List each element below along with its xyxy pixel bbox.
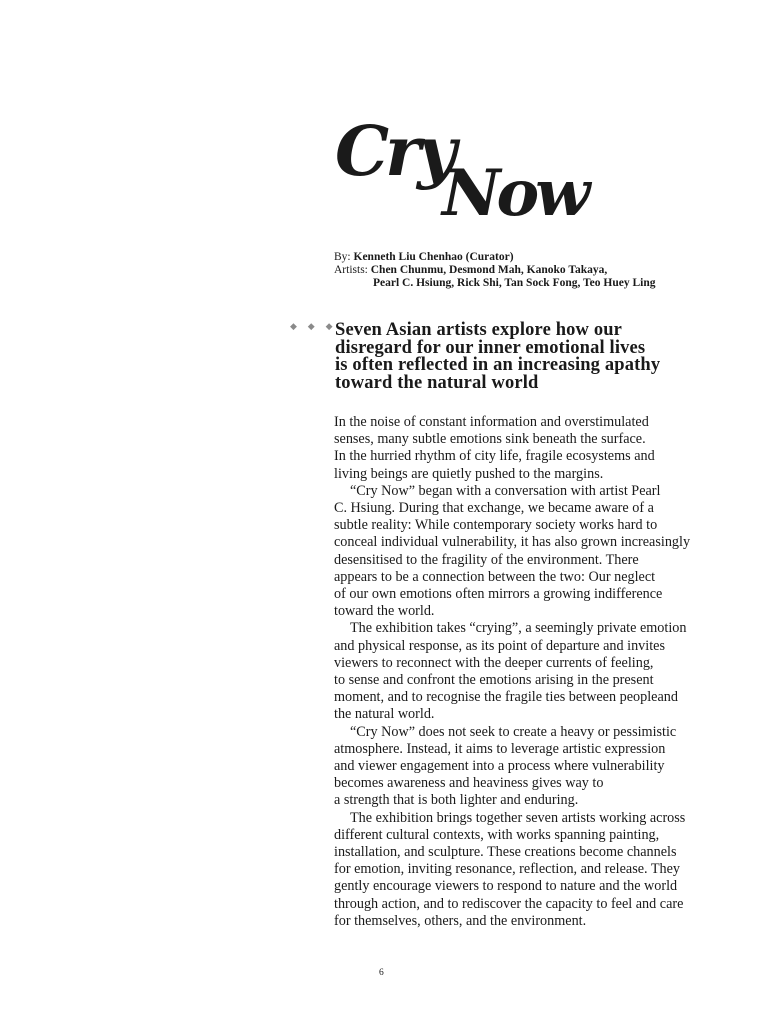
- body-line: “Cry Now” does not seek to create a heavy or pessimistic: [350, 723, 677, 740]
- body-line: becomes awareness and heaviness gives way to: [334, 775, 604, 792]
- body-line: a strength that is both lighter and enduring.: [334, 792, 579, 809]
- body-line: The exhibition brings together seven artists working across: [350, 809, 686, 826]
- body-line: The exhibition takes “crying”, a seemingly private emotion: [350, 620, 687, 637]
- title-word-cry: Cry: [335, 112, 453, 192]
- body-line: of our own emotions often mirrors a growing indifference: [334, 586, 663, 603]
- artists-label: Artists:: [334, 264, 368, 276]
- subtitle-line: toward the natural world: [335, 373, 539, 394]
- body-line: moment, and to recognise the fragile ties between peopleand: [334, 689, 678, 706]
- subtitle-line: disregard for our inner emotional lives: [335, 337, 646, 358]
- by-label: By:: [334, 251, 351, 263]
- body-line: through action, and to rediscover the capacity to feel and care: [334, 895, 684, 912]
- body-line: living beings are quietly pushed to the margins.: [334, 465, 604, 482]
- artists-line-2: [334, 277, 655, 290]
- body-line: “Cry Now” began with a conversation with artist Pearl: [350, 482, 661, 499]
- curator-name: Kenneth Liu Chenhao (Curator): [353, 251, 514, 263]
- body-text: [334, 414, 706, 930]
- subtitle-line: is often reflected in an increasing apathy: [335, 355, 661, 376]
- body-line: senses, many subtle emotions sink beneath the surface.: [334, 431, 646, 448]
- body-line: different cultural contexts, with works spanning painting,: [334, 826, 660, 843]
- body-line: desensitised to the fragility of the environment. There: [334, 551, 639, 568]
- body-line: subtle reality: While contemporary society works hard to: [334, 517, 658, 534]
- diamond-ornament-icon: ◆ ◆ ◆: [290, 322, 337, 332]
- artists-line-1: [334, 264, 655, 277]
- body-line: for emotion, inviting resonance, reflection, and release. They: [334, 861, 681, 878]
- body-line: for themselves, others, and the environment.: [334, 912, 587, 929]
- body-line: appears to be a connection between the two: Our neglect: [334, 568, 656, 585]
- body-line: In the noise of constant information and overstimulated: [334, 414, 649, 430]
- body-line: atmosphere. Instead, it aims to leverage artistic expression: [334, 740, 666, 757]
- body-line: to sense and confront the emotions arising in the present: [334, 672, 654, 689]
- artists-names-2: Pearl C. Hsiung, Rick Shi, Tan Sock Fong, Teo Huey Ling: [373, 277, 656, 289]
- body-line: the natural world.: [334, 706, 435, 723]
- body-line: and viewer engagement into a process where vulnerability: [334, 758, 665, 775]
- body-line: installation, and sculpture. These creations become channels: [334, 844, 677, 861]
- curator-line: [334, 251, 655, 264]
- title-word-now: Now: [442, 156, 587, 231]
- body-line: In the hurried rhythm of city life, fragile ecosystems and: [334, 448, 655, 465]
- artists-names-1: Chen Chunmu, Desmond Mah, Kanoko Takaya,: [370, 264, 608, 276]
- body-line: C. Hsiung. During that exchange, we became aware of a: [334, 500, 654, 517]
- body-line: viewers to reconnect with the deeper currents of feeling,: [334, 654, 654, 671]
- subtitle: [335, 322, 705, 393]
- body-line: conceal individual vulnerability, it has also grown increasingly: [334, 534, 691, 551]
- subtitle-line: Seven Asian artists explore how our: [335, 320, 623, 340]
- body-line: toward the world.: [334, 603, 435, 620]
- body-line: gently encourage viewers to respond to nature and the world: [334, 878, 678, 895]
- body-line: and physical response, as its point of departure and invites: [334, 637, 665, 654]
- credits: [334, 251, 655, 290]
- page-number: 6: [379, 968, 384, 978]
